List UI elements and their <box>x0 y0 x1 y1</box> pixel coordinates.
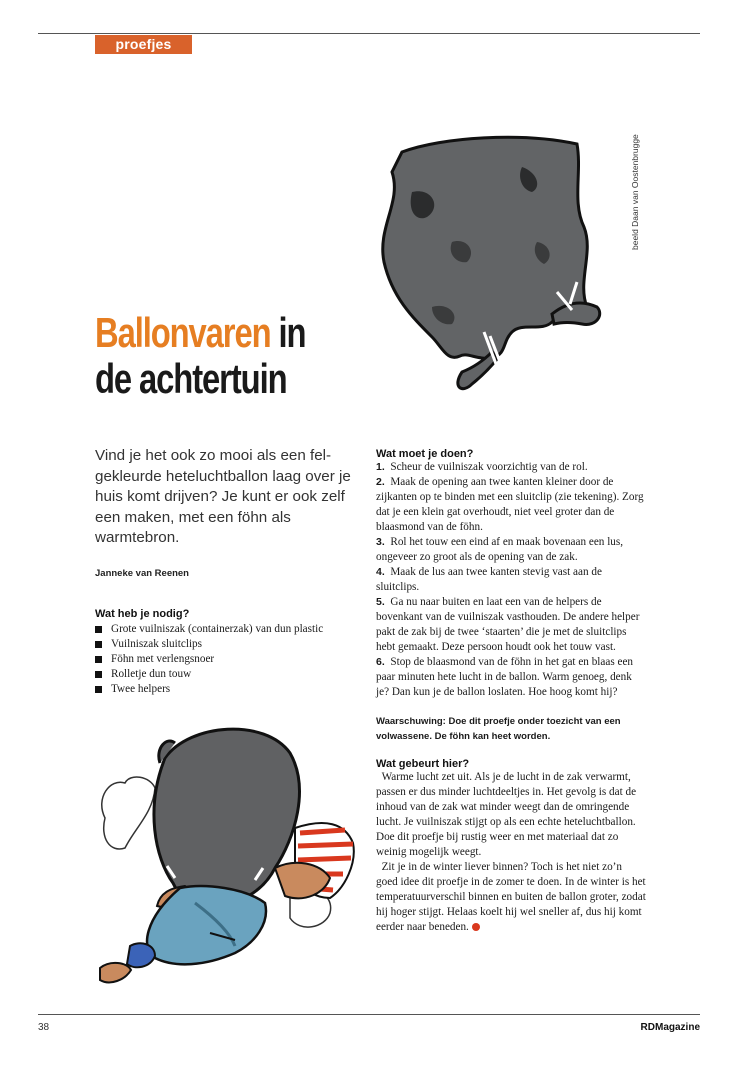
explanation-heading: Wat gebeurt hier? <box>376 758 470 770</box>
title-line1-rest: in <box>270 309 306 356</box>
magazine-name: RDMagazine <box>640 1022 700 1033</box>
bullet-square-icon <box>95 656 102 663</box>
bottom-rule <box>38 1014 700 1015</box>
intro-paragraph: Vind je het ook zo mooi als een fel-gekleurde heteluchtballon laag over je huis komt drijven? Je kunt er ook zelf een maken, met een föhn als warmtebron. <box>95 447 351 546</box>
step-item: 2. Maak de opening aan twee kanten kleiner door de zijkanten op te binden met een sluitclip (zie tekening). Zorg dat je een klein gat overhoudt, niet veel groter dan de blaasmond van de föhn. <box>376 476 644 533</box>
list-item: Twee helpers <box>95 682 375 697</box>
hairdryer-illustration <box>95 718 365 990</box>
step-item: 5. Ga nu naar buiten en laat een van de helpers de bovenkant van de vuilniszak vasthouden. De andere helper pakt de zak bij de twee ‘staarten’ die je met de sluitclips hebt gemaakt. Deze persoon houdt ook het touw vast. <box>376 596 640 653</box>
title-line2: de achtertuin <box>95 355 287 402</box>
page-number: 38 <box>38 1022 50 1033</box>
explanation-paragraph: Zit je in de winter liever binnen? Toch is het niet zo’n goed idee dit proefje in de zomer te doen. In de winter is het temperatuurverschil binnen en buiten de ballon groter, zodat hij hoger stijgt. Helaas koelt hij wel sneller af, dus hij komt eerder naar beneden. <box>376 861 646 933</box>
step-item: 4. Maak de lus aan twee kanten stevig vast aan de sluitclips. <box>376 566 602 593</box>
list-item: Föhn met verlengsnoer <box>95 652 375 667</box>
steps-column <box>376 448 646 935</box>
list-item: Grote vuilniszak (containerzak) van dun plastic <box>95 622 375 637</box>
explanation-paragraph: Warme lucht zet uit. Als je de lucht in de zak verwarmt, passen er dus minder luchtdeeltjes in. Het gevolg is dat de inhoud van de zak wat minder weegt dan de omringende lucht. Je vuilniszak stijgt op als een echte heteluchtballon. Doe dit proefje bij rustig weer en met materiaal dat zo weinig mogelijk weegt. <box>376 771 637 858</box>
materials-section <box>95 608 375 697</box>
materials-list <box>95 622 375 697</box>
list-item: Vuilniszak sluitclips <box>95 637 375 652</box>
step-item: 6. Stop de blaasmond van de föhn in het gat en blaas een paar minuten hete lucht in de ballon. Warm genoeg, denk je? Dan kun je de ballon loslaten. Hoe hoog komt hij? <box>376 656 633 698</box>
list-item: Rolletje dun touw <box>95 667 375 682</box>
title-highlight: Ballonvaren <box>95 309 271 356</box>
end-mark-icon <box>472 923 480 931</box>
materials-heading: Wat heb je nodig? <box>95 608 190 620</box>
illustration-credit: beeld Daan van Oostenbrugge <box>630 134 640 250</box>
step-item: 3. Rol het touw een eind af en maak bovenaan een lus, ongeveer zo groot als de opening van de zak. <box>376 536 624 563</box>
bullet-square-icon <box>95 671 102 678</box>
top-rule <box>38 33 700 34</box>
author-name: Janneke van Reenen <box>95 568 189 579</box>
article-title <box>95 310 423 402</box>
bullet-square-icon <box>95 686 102 693</box>
step-item: 1. Scheur de vuilniszak voorzichtig van de rol. <box>376 461 588 473</box>
bullet-square-icon <box>95 641 102 648</box>
safety-warning: Waarschuwing: Doe dit proefje onder toezicht van een volwassene. De föhn kan heet worden. <box>376 716 621 742</box>
bullet-square-icon <box>95 626 102 633</box>
section-tag: proefjes <box>95 35 192 54</box>
steps-heading: Wat moet je doen? <box>376 448 474 460</box>
